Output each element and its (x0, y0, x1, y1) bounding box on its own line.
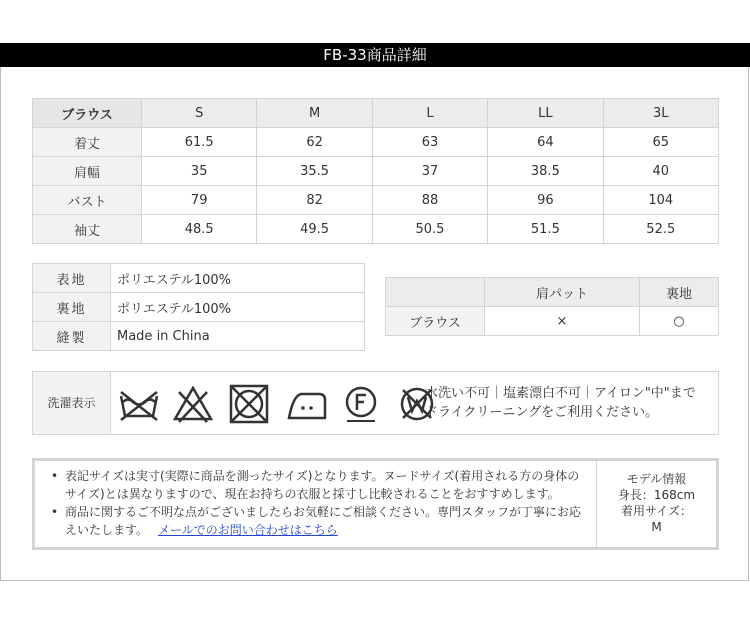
table-cell: 88 (372, 186, 487, 215)
material-label: 縫製 (33, 322, 111, 351)
note-text-with-link (65, 521, 590, 539)
table-row (33, 186, 719, 215)
table-cell: 96 (488, 186, 603, 215)
table-cell: 50.5 (372, 215, 487, 244)
size-table-corner: ブラウス (33, 99, 142, 128)
model-info-title: モデル情報 (626, 472, 687, 486)
model-info (597, 461, 716, 547)
no-tumble-dry-icon (227, 384, 271, 424)
size-table (32, 98, 719, 244)
care-label: 洗濯表示 (33, 372, 111, 434)
size-header: L (372, 99, 487, 128)
no-bleach-icon (171, 384, 215, 424)
option-value: ○ (640, 307, 719, 336)
table-row (386, 307, 719, 336)
material-label: 表地 (33, 264, 111, 293)
table-cell: 35 (142, 157, 257, 186)
notes-box (32, 458, 719, 550)
contact-link[interactable]: メールでのお問い合わせはこちら (158, 523, 338, 537)
model-size-label: 着用サイズ： (620, 504, 693, 518)
table-row (33, 264, 365, 293)
table-cell: 40 (603, 157, 718, 186)
table-cell: 52.5 (603, 215, 718, 244)
note-text: サイズ)とは異なりますので、現在お持ちの衣服と採寸し比較されることをおすすめします。 (65, 487, 560, 501)
size-header-row (33, 99, 719, 128)
list-item (49, 467, 590, 503)
size-header: LL (488, 99, 603, 128)
page-title-bar (0, 43, 750, 67)
care-text-line: ドライクリーニングをご利用ください。 (425, 405, 659, 420)
table-cell: 48.5 (142, 215, 257, 244)
dry-clean-f-icon (339, 384, 383, 424)
size-header: M (257, 99, 372, 128)
size-header: 3L (603, 99, 718, 128)
options-table (385, 277, 719, 336)
materials-table (32, 263, 365, 351)
material-value: Made in China (111, 322, 365, 351)
model-size-value: M (651, 520, 662, 534)
table-cell: 35.5 (257, 157, 372, 186)
material-value: ポリエステル100% (111, 293, 365, 322)
table-cell: 64 (488, 128, 603, 157)
note-text: えいたします。 (65, 523, 149, 537)
size-header: S (142, 99, 257, 128)
table-row (33, 157, 719, 186)
table-cell: 82 (257, 186, 372, 215)
table-row (33, 322, 365, 351)
material-label: 裏地 (33, 293, 111, 322)
table-cell: 65 (603, 128, 718, 157)
row-label: 着丈 (33, 128, 142, 157)
option-header: 肩パット (485, 278, 640, 307)
option-value: × (485, 307, 640, 336)
notes-list (49, 467, 590, 539)
note-text: • 商品に関するご不明な点がございましたらお気軽にご相談ください。専門スタッフが丁寧にお応 (65, 505, 582, 519)
table-row (33, 293, 365, 322)
table-cell: 38.5 (488, 157, 603, 186)
row-label: バスト (33, 186, 142, 215)
list-item (49, 503, 590, 539)
care-section (32, 371, 719, 435)
table-cell: 62 (257, 128, 372, 157)
iron-medium-icon (283, 384, 331, 424)
table-cell: 79 (142, 186, 257, 215)
option-header: 裏地 (640, 278, 719, 307)
table-cell: 63 (372, 128, 487, 157)
table-row (33, 128, 719, 157)
options-header-row (386, 278, 719, 307)
material-value: ポリエステル100% (111, 264, 365, 293)
options-corner (386, 278, 485, 307)
table-cell: 104 (603, 186, 718, 215)
care-description (425, 384, 715, 422)
note-text: • 表記サイズは実寸(実際に商品を測ったサイズ)となります。ヌードサイズ(着用される方の身体の (65, 469, 580, 483)
table-cell: 61.5 (142, 128, 257, 157)
row-label: 肩幅 (33, 157, 142, 186)
table-cell: 49.5 (257, 215, 372, 244)
table-cell: 51.5 (488, 215, 603, 244)
option-row-label: ブラウス (386, 307, 485, 336)
table-row (33, 215, 719, 244)
no-wash-icon (117, 384, 161, 424)
care-text-line: 水洗い不可｜塩素漂白不可｜アイロン"中"まで (425, 386, 696, 401)
page-title: FB-33商品詳細 (323, 46, 427, 64)
notes-list-container (35, 461, 597, 547)
model-height: 身長：168cm (617, 488, 696, 502)
row-label: 袖丈 (33, 215, 142, 244)
table-cell: 37 (372, 157, 487, 186)
